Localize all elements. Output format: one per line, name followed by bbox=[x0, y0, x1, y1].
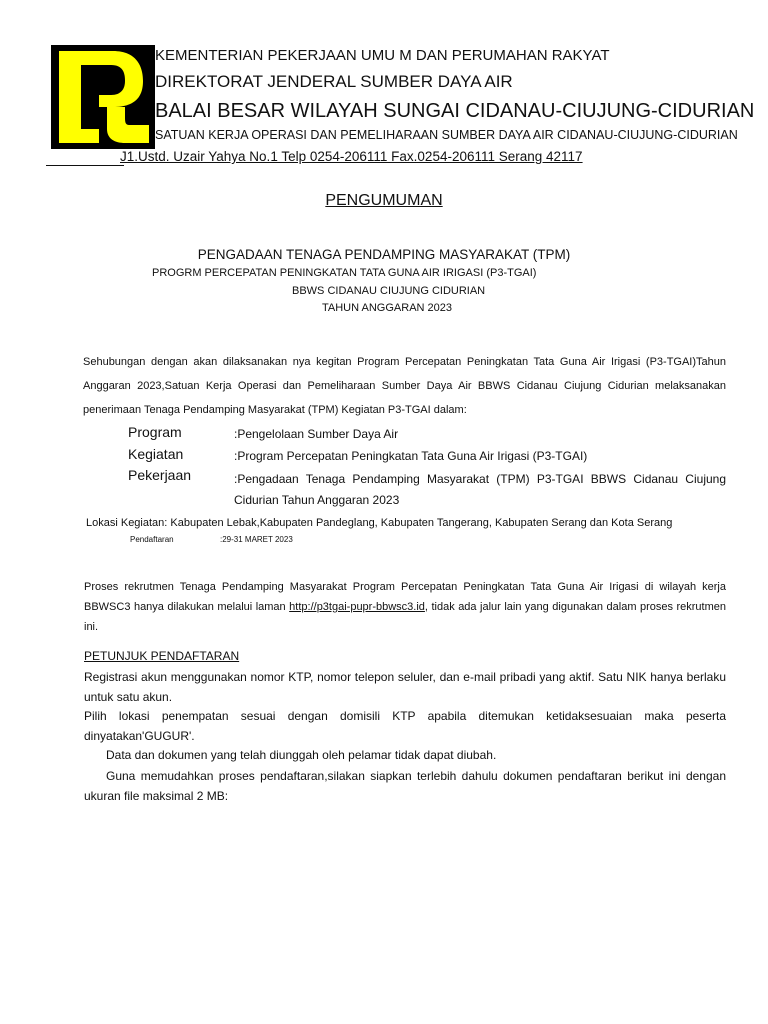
recruitment-text-before: Proses rekrutmen Tenaga Pendamping Masyarakat Program Percepatan Peningkatan Tata Guna Air Irigasi di wilayah kerja BBWSC3 hanya dilakukan melalui laman bbox=[84, 581, 726, 613]
recruitment-text-after: , tidak ada jalur lain yang digunakan dalam proses rekrutmen ini. bbox=[84, 601, 727, 633]
pupr-emblem-icon bbox=[51, 45, 155, 149]
office-address: J1.Ustd. Uzair Yahya No.1 Telp 0254-206111 Fax.0254-206111 Serang 42117 bbox=[120, 149, 583, 164]
bbws-line: BBWS CIDANAU CIUJUNG CIDURIAN bbox=[292, 285, 486, 297]
recruitment-link[interactable]: http://p3tgai-pupr-bbwsc3.id bbox=[289, 601, 425, 613]
detail-value-pekerjaan: :Pengadaan Tenaga Pendamping Masyarakat (TPM) P3-TGAI BBWS Cidanau Ciujung Cidurian Tahun Anggaran 2023 bbox=[234, 472, 726, 507]
directorate-name: DIREKTORAT JENDERAL SUMBER DAYA AIR bbox=[155, 72, 513, 91]
ministry-name: KEMENTERIAN PEKERJAAN UMU M DAN PERUMAHAN RAKYAT bbox=[155, 47, 610, 64]
recruitment-paragraph bbox=[84, 577, 726, 637]
instructions-heading: PETUNJUK PENDAFTARAN bbox=[84, 649, 240, 663]
announcement-subtitle: PENGADAAN TENAGA PENDAMPING MASYARAKAT (TPM) bbox=[197, 247, 571, 262]
detail-label-pekerjaan: Pekerjaan bbox=[128, 467, 192, 483]
detail-label-kegiatan: Kegiatan bbox=[128, 446, 184, 462]
pupr-logo bbox=[51, 45, 155, 149]
registration-label: Pendaftaran bbox=[130, 535, 174, 544]
balai-name: BALAI BESAR WILAYAH SUNGAI CIDANAU-CIUJUNG-CIDURIAN bbox=[155, 100, 755, 122]
instruction-item: Registrasi akun menggunakan nomor KTP, nomor telepon seluler, dan e-mail pribadi yang aktif. Satu NIK hanya berlaku untuk satu akun. bbox=[84, 670, 726, 704]
detail-value-kegiatan: :Program Percepatan Peningkatan Tata Guna Air Irigasi (P3-TGAI) bbox=[234, 449, 588, 463]
program-line: PROGRM PERCEPATAN PENINGKATAN TATA GUNA AIR IRIGASI (P3-TGAI) bbox=[152, 267, 537, 279]
instruction-item: Guna memudahkan proses pendaftaran,silakan siapkan terlebih dahulu dokumen pendaftaran berikut ini dengan ukuran file maksimal 2 MB: bbox=[84, 769, 726, 803]
location-text: Lokasi Kegiatan: Kabupaten Lebak,Kabupaten Pandeglang, Kabupaten Tangerang, Kabupaten Serang dan Kota Serang bbox=[86, 517, 673, 529]
intro-paragraph: Sehubungan dengan akan dilaksanakan nya kegitan Program Percepatan Peningkatan Tata Guna Air Irigasi (P3-TGAI)Tahun Anggaran 2023,Satuan Kerja Operasi dan Pemeliharaan Sumber Daya Air BBWS Cidanau Ciujung Cidurian melaksanakan penerimaan Tenaga Pendamping Masyarakat (TPM) Kegiatan P3-TGAI dalam: bbox=[83, 356, 726, 416]
announcement-title: PENGUMUMAN bbox=[325, 192, 443, 209]
detail-value-program: :Pengelolaan Sumber Daya Air bbox=[234, 427, 399, 441]
year-line: TAHUN ANGGARAN 2023 bbox=[322, 302, 453, 314]
instruction-item: Pilih lokasi penempatan sesuai dengan domisili KTP apabila ditemukan ketidaksesuaian maka peserta dinyatakan'GUGUR'. bbox=[84, 709, 726, 743]
instruction-item: Data dan dokumen yang telah diunggah oleh pelamar tidak dapat diubah. bbox=[106, 748, 497, 762]
satker-name: SATUAN KERJA OPERASI DAN PEMELIHARAAN SUMBER DAYA AIR CIDANAU-CIUJUNG-CIDURIAN bbox=[155, 128, 738, 142]
detail-label-program: Program bbox=[128, 424, 182, 440]
registration-date: :29-31 MARET 2023 bbox=[220, 535, 293, 544]
letterhead-rule bbox=[46, 165, 124, 166]
